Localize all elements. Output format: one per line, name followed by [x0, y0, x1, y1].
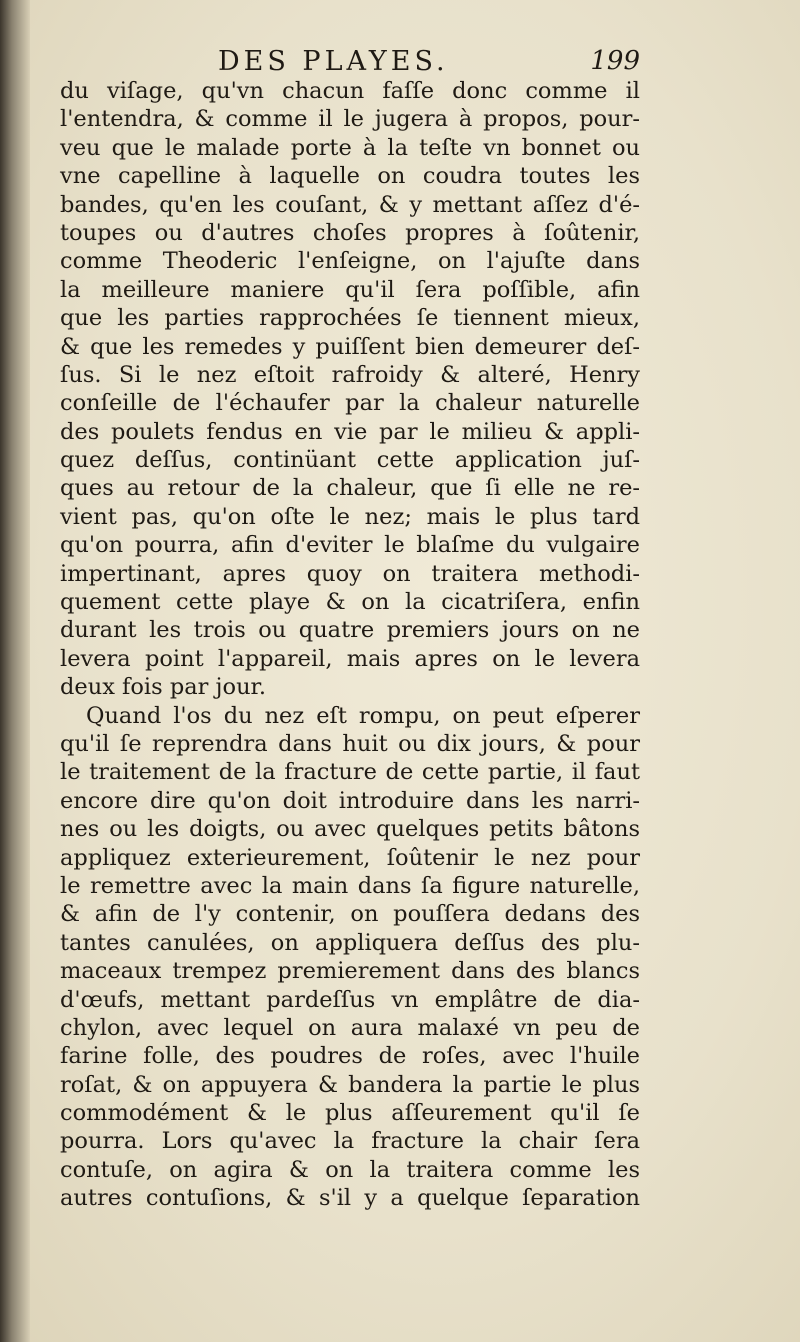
text-line: durant les trois ou quatre premiers jours on ne [60, 617, 640, 644]
text-line: ques au retour de la chaleur, que ſi elle ne re- [60, 475, 640, 502]
text-line: ſus. Si le nez eſtoit rafroidy & alteré, Henry [60, 361, 640, 388]
text-line: le traitement de la fracture de cette partie, il faut [60, 759, 640, 786]
text-line: bandes, qu'en les couſant, & y mettant aſſez d'é- [60, 191, 640, 218]
text-line: qu'on pourra, afin d'eviter le blaſme du vulgaire [60, 532, 640, 559]
text-line: roſat, & on appuyera & bandera la partie le plus [60, 1071, 640, 1098]
text-line: des poulets fendus en vie par le milieu & appli- [60, 418, 640, 445]
text-line: du viſage, qu'vn chacun faſſe donc comme il [60, 78, 640, 104]
text-line: pourra. Lors qu'avec la fracture la chair ſera [60, 1128, 640, 1155]
text-line: farine folle, des poudres de roſes, avec l'huile [60, 1043, 640, 1070]
text-line: appliquez exterieurement, ſoûtenir le nez pour [60, 844, 640, 871]
text-line: vne capelline à laquelle on coudra toutes les [60, 163, 640, 190]
text-line: encore dire qu'on doit introduire dans les narri- [60, 787, 640, 814]
page-binding-edge [0, 0, 30, 1342]
text-line: toupes ou d'autres choſes propres à ſoûtenir, [60, 219, 640, 246]
running-title: DES PLAYES. [218, 46, 449, 77]
text-line: le remettre avec la main dans ſa figure naturelle, [60, 872, 640, 899]
text-line: contuſe, on agira & on la traitera comme les [60, 1156, 640, 1183]
text-line: qu'il ſe reprendra dans huit ou dix jours, & pour [60, 730, 640, 757]
text-line: veu que le malade porte à la teſte vn bonnet ou [60, 134, 640, 161]
text-line: comme Theoderic l'enſeigne, on l'ajuſte dans [60, 248, 640, 275]
paragraph-start-line: Quand l'os du nez eſt rompu, on peut eſperer [86, 702, 640, 729]
text-line: tantes canulées, on appliquera deſſus des plu- [60, 929, 640, 956]
text-line: commodément & le plus aſſeurement qu'il ſe [60, 1100, 640, 1127]
page-number: 199 [590, 46, 640, 76]
text-line: & afin de l'y contenir, on pouſſera dedans des [60, 901, 640, 928]
text-line: maceaux trempez premierement dans des blancs [60, 958, 640, 985]
text-line: quez deſſus, continüant cette application juſ- [60, 447, 640, 474]
text-line: vient pas, qu'on oſte le nez; mais le plus tard [60, 503, 640, 530]
text-line: d'œufs, mettant pardeſſus vn emplâtre de dia- [60, 986, 640, 1013]
text-line: chylon, avec lequel on aura malaxé vn peu de [60, 1014, 640, 1041]
text-line: & que les remedes y puiſſent bien demeurer deſ- [60, 333, 640, 360]
text-line: nes ou les doigts, ou avec quelques petits bâtons [60, 816, 640, 843]
text-line: que les parties rapprochées ſe tiennent mieux, [60, 305, 640, 332]
paragraph-end-line: deux fois par jour. [60, 674, 266, 701]
body-text [60, 77, 640, 1213]
text-line: quement cette playe & on la cicatriſera, enfin [60, 589, 640, 616]
text-line: conſeille de l'échaufer par la chaleur naturelle [60, 390, 640, 417]
text-line: impertinant, apres quoy on traitera methodi- [60, 560, 640, 587]
text-line: autres contuſions, & s'il y a quelque ſeparation [60, 1185, 640, 1212]
text-line: levera point l'appareil, mais apres on le levera [60, 645, 640, 672]
text-line: l'entendra, & comme il le jugera à propos, pour- [60, 106, 640, 133]
text-line: la meilleure maniere qu'il ſera poſſible, afin [60, 276, 640, 303]
